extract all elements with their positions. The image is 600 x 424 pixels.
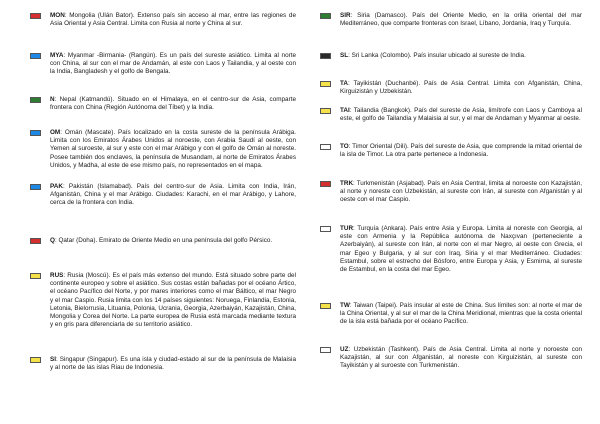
country-code: TW: [340, 302, 350, 309]
country-code: TRK: [340, 180, 354, 187]
country-entry-om: [30, 129, 296, 170]
country-code: TA: [340, 80, 348, 87]
country-entry-tw: [320, 302, 582, 327]
country-entry-tai: [320, 107, 582, 123]
country-code: MYA: [50, 52, 64, 59]
country-description: : Siria (Damasco). País del Oriente Medio, en la orilla oriental del mar Mediterráneo, que comparte fronteras con Israel, Líbano, Jordania, Iraq y Turquía.: [340, 12, 582, 28]
country-description: : Myanmar -Birmania- (Rangún). Es un país del sureste asiático. Limita al norte con China, al sur con el mar de Andamán, al este con Laos y Tailandia, y al oeste con la India, Bangladesh y el golfo de Bengala.: [50, 52, 296, 76]
country-code: MON: [50, 12, 65, 19]
country-description: : Mongolia (Ulán Bator). Extenso país sin acceso al mar, entre las regiones de Asia Oriental y Asia Central. Limita con Rusia al norte y China al sur.: [50, 12, 296, 28]
color-swatch: [30, 13, 41, 19]
country-code: TAI: [340, 107, 350, 114]
country-code: UZ: [340, 346, 349, 353]
color-swatch: [30, 184, 41, 190]
country-code: Q: [50, 237, 55, 244]
color-swatch: [30, 238, 41, 244]
color-swatch: [320, 81, 331, 87]
country-entry-rus: [30, 272, 296, 329]
country-description: : Pakistán (Islamabad). País del centro-sur de Asia. Limita con India, Irán, Afganistán, China y el mar Arábigo. Ciudades: Karachi, en el mar Arábigo, y Lahore, cerca de la frontera con India.: [50, 183, 296, 207]
country-code: TO: [340, 143, 349, 150]
country-entry-n: [30, 96, 296, 112]
country-entry-mya: [30, 52, 296, 77]
country-entry-trk: [320, 180, 582, 205]
country-description: : Qatar (Doha). Emirato de Oriente Medio en una península del golfo Pérsico.: [54, 237, 273, 244]
country-code: SL: [340, 52, 349, 59]
country-entry-to: [320, 143, 582, 159]
country-entry-sl: [320, 52, 582, 60]
color-swatch: [320, 144, 331, 150]
country-description: : Uzbekistán (Tashkent). País de Asia Central. Limita al norte y noroeste con Kazajistán, al sur con Afganistán, al noreste con Kirguizistán, al sureste con Tayikistán y al suroeste con Turkmenistán.: [340, 346, 582, 370]
color-swatch: [320, 303, 331, 309]
country-entry-sir: [320, 12, 582, 28]
country-entry-uz: [320, 346, 582, 371]
color-swatch: [30, 357, 41, 363]
country-description: : Rusia (Moscú). Es el país más extenso del mundo. Está situado sobre parte del continente europeo y sobre el asiático. Sus costas están bañadas por el océano Ártico, el océano Pacífico del Norte, y por mares interiores como el mar Báltico, el mar Negro y el mar Caspio. Rusia limita con los 14 países siguientes: Noruega, Finlandia, Estonia, Letonia, Bielorrusia, Lituania, Polonia, Ucrania, Georgia, Azerbaiyán, Kazajistán, China, Mongolia y Corea del Norte. La parte europea de Rusia está marcada mediante textura y en gris para diferenciarla de su territorio asiático.: [50, 272, 296, 329]
color-swatch: [320, 13, 331, 19]
country-code: SIR: [340, 12, 351, 19]
country-description: : Tayikistán (Duchanbé). País de Asia Central. Limita con Afganistán, China, Kirguizistán y Uzbekistán.: [340, 80, 582, 96]
country-description: : Turquía (Ankara). País entre Asia y Europa. Limita al noreste con Georgia, al este con Armenia y la República autónoma de Naxçıvan (perteneciente a Azerbaiyán), al sureste con Irán, al norte con el mar Negro, al oeste con Grecia, el mar Egeo y Bulgaria, y al sur con Iraq, Siria y el mar Mediterráneo. Ciudades: Estambul, sobre el estrecho del Bósforo, entre Europa y Asia, y Esmirna, al sureste de Estambul, en la costa del mar Egeo.: [340, 225, 582, 274]
country-code: N: [50, 96, 55, 103]
country-code: OM: [50, 129, 61, 136]
country-description: : Timor Oriental (Dili). País del sureste de Asia, que comprende la mitad oriental de la isla de Timor. La otra parte pertenece a Indonesia.: [340, 143, 582, 159]
country-code: TUR: [340, 225, 354, 232]
color-swatch: [320, 226, 331, 232]
country-description: : Tailandia (Bangkok). País del sureste de Asia, limítrofe con Laos y Camboya al este, el golfo de Tailandia y Malaisia al sur, y el mar de Andaman y Myanmar al oeste.: [340, 107, 582, 123]
country-code: SI: [50, 356, 56, 363]
color-swatch: [320, 108, 331, 114]
color-swatch: [320, 347, 331, 353]
country-entry-ta: [320, 80, 582, 96]
color-swatch: [30, 273, 41, 279]
color-swatch: [30, 130, 41, 136]
country-description: : Turkmenistán (Asjabad). País en Asia Central, limita al noroeste con Kazajistán, al norte y noreste con Uzbekistán, al sureste con Irán, al sureste con Afganistán y al oeste con el mar Caspio.: [340, 180, 582, 204]
country-description: : Sri Lanka (Colombo). País insular ubicado al sureste de India.: [348, 52, 526, 59]
country-entry-tur: [320, 225, 582, 274]
color-swatch: [320, 181, 331, 187]
country-code: RUS: [50, 272, 64, 279]
country-code: PAK: [50, 183, 63, 190]
country-entry-si: [30, 356, 296, 372]
country-entry-pak: [30, 183, 296, 208]
country-description: : Nepal (Katmandú). Situado en el Himalaya, en el centro-sur de Asia, comparte frontera con China (Región Autónoma del Tíbet) y la India.: [50, 96, 296, 112]
country-description: : Taiwan (Taipei). País insular al este de China. Sus límites son: al norte el mar de la China Oriental, y al sur el mar de la China Meridional, mientras que la costa oriental de la isla está bañada por el océano Pacífico.: [340, 302, 582, 326]
country-description: : Omán (Mascate). País localizado en la costa sureste de la península Arábiga. Limita con los Emiratos Árabes Unidos al noroeste, con Arabia Saudí al oeste, con Yemen al suroeste, al sur y este con el mar Arábigo y con el golfo de Omán al noreste. Posee también dos enclaves, la península de Musandam, al norte de Emiratos Árabes Unidos, y Madha, al este de ese mismo país, no representados en el mapa.: [50, 129, 296, 169]
color-swatch: [320, 53, 331, 59]
color-swatch: [30, 53, 41, 59]
color-swatch: [30, 97, 41, 103]
country-entry-mon: [30, 12, 296, 28]
country-description: : Singapur (Singapur). Es una isla y ciudad-estado al sur de la península de Malaisia y al norte de las islas Riau de Indonesia.: [50, 356, 296, 372]
country-entry-q: [30, 237, 296, 245]
